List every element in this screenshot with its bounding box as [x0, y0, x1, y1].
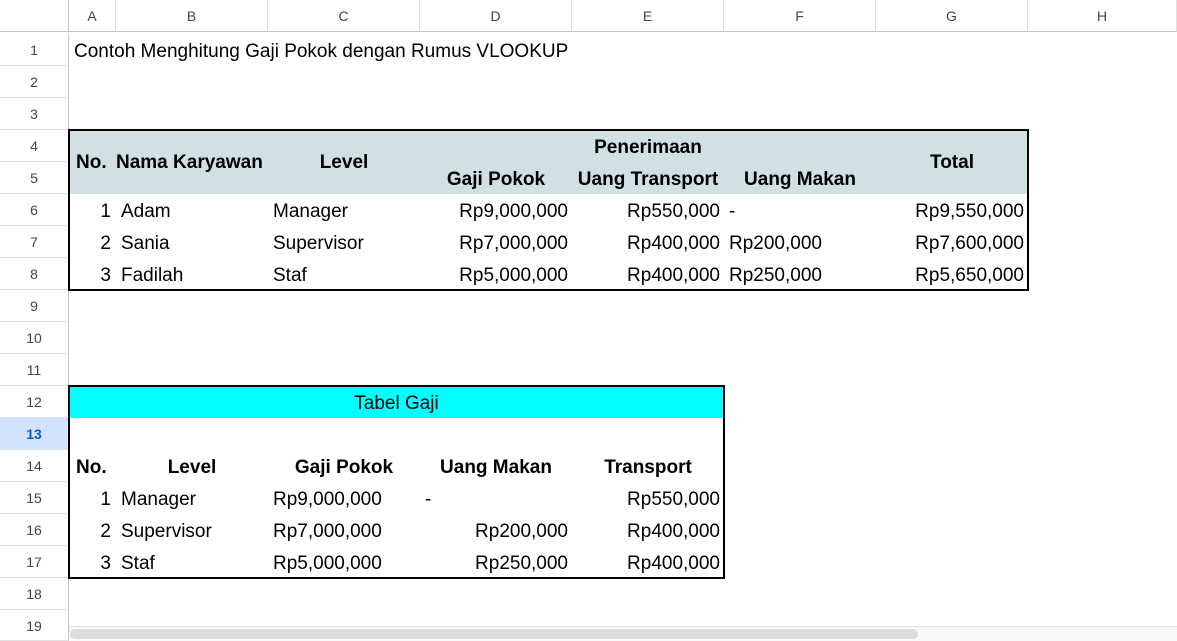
table1-row2-no[interactable]: 2 [100, 233, 111, 254]
table2-row1-transport[interactable]: Rp550,000 [627, 489, 720, 510]
table1-header-gaji[interactable]: Gaji Pokok [446, 169, 546, 190]
row-header-6[interactable]: 6 [0, 194, 69, 226]
row-header-15[interactable]: 15 [0, 482, 69, 514]
table2-row1-level[interactable]: Manager [121, 489, 196, 510]
table1-row1-gaji[interactable]: Rp9,000,000 [459, 201, 568, 222]
column-header-c[interactable]: C [268, 0, 420, 32]
table1-row1-level[interactable]: Manager [273, 201, 348, 222]
table2-row2-no[interactable]: 2 [100, 521, 111, 542]
table2-row1-no[interactable]: 1 [100, 489, 111, 510]
table1-row2-name[interactable]: Sania [121, 233, 170, 254]
row-header-13[interactable]: 13 [0, 418, 69, 450]
column-header-d[interactable]: D [420, 0, 572, 32]
column-header-e[interactable]: E [572, 0, 724, 32]
row-header-1[interactable]: 1 [0, 34, 69, 66]
sheet-title[interactable]: Contoh Menghitung Gaji Pokok dengan Rumus VLOOKUP [74, 41, 569, 62]
table1-header-level[interactable]: Level [319, 152, 369, 173]
table1-row3-transport[interactable]: Rp400,000 [627, 265, 720, 286]
table2-row2-makan[interactable]: Rp200,000 [475, 521, 568, 542]
row-header-12[interactable]: 12 [0, 386, 69, 418]
table1-row1-total[interactable]: Rp9,550,000 [915, 201, 1024, 222]
table1-header-makan[interactable]: Uang Makan [744, 169, 856, 190]
row-header-11[interactable]: 11 [0, 354, 69, 386]
row-header-5[interactable]: 5 [0, 162, 69, 194]
table1-row2-level[interactable]: Supervisor [273, 233, 364, 254]
table1-row3-makan[interactable]: Rp250,000 [729, 265, 822, 286]
table2-row3-transport[interactable]: Rp400,000 [627, 553, 720, 574]
table1-header-total[interactable]: Total [930, 152, 974, 173]
row-header-3[interactable]: 3 [0, 98, 69, 130]
table2-header-gaji[interactable]: Gaji Pokok [294, 457, 394, 478]
row-header-9[interactable]: 9 [0, 290, 69, 322]
table1-header-penerimaan[interactable]: Penerimaan [594, 137, 702, 158]
table1-row1-name[interactable]: Adam [121, 201, 171, 222]
table1-row3-name[interactable]: Fadilah [121, 265, 184, 286]
column-header-g[interactable]: G [876, 0, 1028, 32]
row-header-7[interactable]: 7 [0, 226, 69, 258]
table2-row3-gaji[interactable]: Rp5,000,000 [273, 553, 382, 574]
table1-row3-gaji[interactable]: Rp5,000,000 [459, 265, 568, 286]
table1-row3-total[interactable]: Rp5,650,000 [915, 265, 1024, 286]
table2-row3-level[interactable]: Staf [121, 553, 155, 574]
table1-row1-makan[interactable]: - [729, 201, 736, 222]
table1-header-name[interactable]: Nama Karyawan [116, 152, 263, 173]
row-header-19[interactable]: 19 [0, 610, 69, 641]
table1-row3-level[interactable]: Staf [273, 265, 307, 286]
column-header-a[interactable]: A [69, 0, 116, 32]
row-header-16[interactable]: 16 [0, 514, 69, 546]
horizontal-scrollbar-thumb[interactable] [70, 629, 918, 639]
table2-row2-transport[interactable]: Rp400,000 [627, 521, 720, 542]
column-header-b[interactable]: B [116, 0, 268, 32]
table1-header-no[interactable]: No. [76, 152, 107, 173]
row-header-8[interactable]: 8 [0, 258, 69, 290]
table1-row2-makan[interactable]: Rp200,000 [729, 233, 822, 254]
row-header-18[interactable]: 18 [0, 578, 69, 610]
table2-header-makan[interactable]: Uang Makan [440, 457, 552, 478]
table2-row2-level[interactable]: Supervisor [121, 521, 212, 542]
table2-header-no[interactable]: No. [76, 457, 107, 478]
row-header-17[interactable]: 17 [0, 546, 69, 578]
row-header-10[interactable]: 10 [0, 322, 69, 354]
table2-title[interactable]: Tabel Gaji [354, 393, 439, 414]
table1-row2-total[interactable]: Rp7,600,000 [915, 233, 1024, 254]
column-header-f[interactable]: F [724, 0, 876, 32]
table1-row1-no[interactable]: 1 [100, 201, 111, 222]
table1-header-transport[interactable]: Uang Transport [577, 169, 719, 190]
row-header-14[interactable]: 14 [0, 450, 69, 482]
table2-row3-no[interactable]: 3 [100, 553, 111, 574]
select-all-corner[interactable] [0, 0, 69, 32]
table1-row2-gaji[interactable]: Rp7,000,000 [459, 233, 568, 254]
table1-row1-transport[interactable]: Rp550,000 [627, 201, 720, 222]
row-header-4[interactable]: 4 [0, 130, 69, 162]
table2-header-level[interactable]: Level [167, 457, 217, 478]
row-header-2[interactable]: 2 [0, 66, 69, 98]
table2-row1-gaji[interactable]: Rp9,000,000 [273, 489, 382, 510]
table1-row3-no[interactable]: 3 [100, 265, 111, 286]
table2-header-transport[interactable]: Transport [604, 457, 692, 478]
table2-row3-makan[interactable]: Rp250,000 [475, 553, 568, 574]
table2-row2-gaji[interactable]: Rp7,000,000 [273, 521, 382, 542]
table2-row1-makan[interactable]: - [425, 489, 432, 510]
table1-row2-transport[interactable]: Rp400,000 [627, 233, 720, 254]
column-header-h[interactable]: H [1028, 0, 1177, 32]
